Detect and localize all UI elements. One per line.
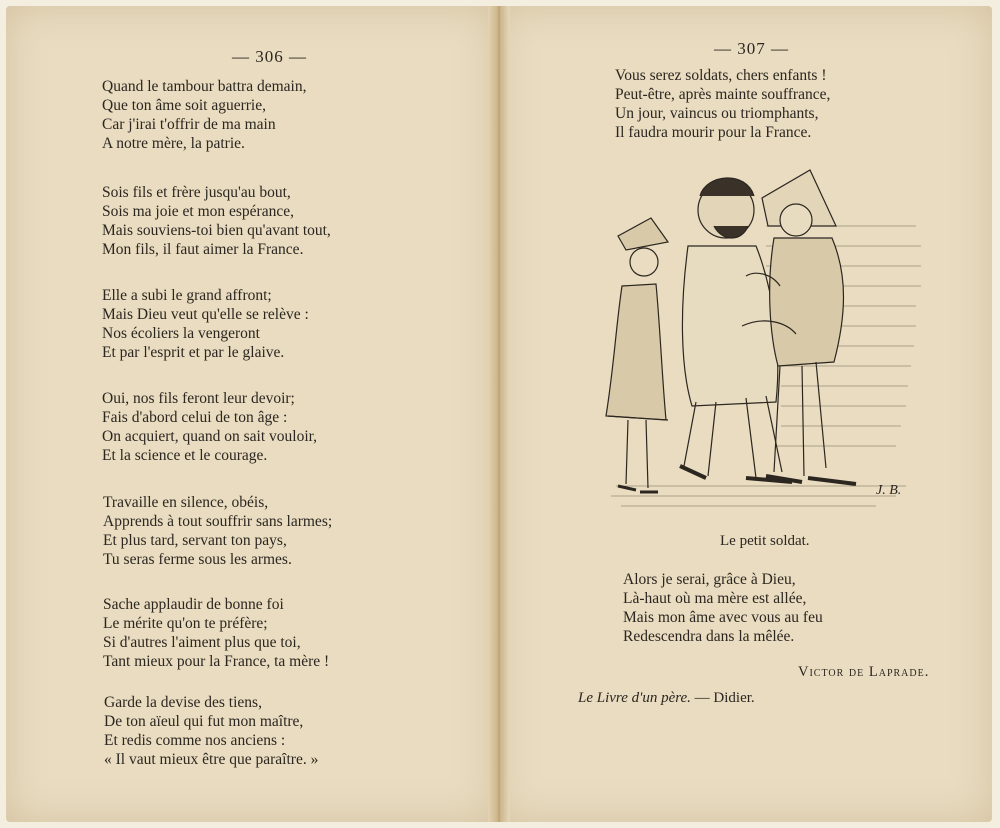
verse-line: Tant mieux pour la France, ta mère ! bbox=[103, 653, 330, 670]
verse-line: Le mérite qu'on te préfère; bbox=[103, 615, 268, 632]
bottom-stanza bbox=[623, 570, 823, 646]
stanza-7 bbox=[104, 693, 318, 769]
verse-line: « Il vaut mieux être que paraître. » bbox=[104, 751, 319, 768]
verse-line: Apprends à tout souffrir sans larmes; bbox=[103, 513, 333, 530]
verse-line: Elle a subi le grand affront; bbox=[102, 287, 272, 304]
book-gutter bbox=[488, 6, 510, 822]
verse-line: Nos écoliers la vengeront bbox=[102, 325, 260, 342]
verse-line: Si d'autres l'aiment plus que toi, bbox=[103, 634, 301, 651]
verse-line: Mon fils, il faut aimer la France. bbox=[102, 241, 304, 258]
verse-line: Vous serez soldats, chers enfants ! bbox=[615, 67, 827, 84]
verse-line: On acquiert, quand on sait vouloir, bbox=[102, 428, 318, 445]
source-citation bbox=[578, 690, 755, 707]
illustration-signature: J. B. bbox=[876, 483, 902, 498]
source-title: Le Livre d'un père. bbox=[578, 690, 691, 706]
verse-line: Quand le tambour battra demain, bbox=[102, 78, 307, 95]
verse-line: Alors je serai, grâce à Dieu, bbox=[623, 571, 796, 588]
verse-line: Travaille en silence, obéis, bbox=[103, 494, 269, 511]
verse-line: De ton aïeul qui fut mon maître, bbox=[104, 713, 304, 730]
verse-line: Tu seras ferme sous les armes. bbox=[103, 551, 292, 568]
illustration-caption: Le petit soldat. bbox=[720, 533, 810, 549]
source-publisher: — Didier. bbox=[694, 690, 755, 706]
stanza-1 bbox=[102, 77, 306, 153]
author-name: Victor de Laprade. bbox=[798, 664, 930, 680]
verse-line: Sois ma joie et mon espérance, bbox=[102, 203, 294, 220]
verse-line: Et plus tard, servant ton pays, bbox=[103, 532, 287, 549]
verse-line: Peut-être, après mainte souffrance, bbox=[615, 86, 831, 103]
verse-line: Redescendra dans la mêlée. bbox=[623, 628, 795, 645]
engraving-illustration bbox=[596, 166, 936, 522]
verse-line: Mais mon âme avec vous au feu bbox=[623, 609, 823, 626]
verse-line: A notre mère, la patrie. bbox=[102, 135, 245, 152]
verse-line: Un jour, vaincus ou triomphants, bbox=[615, 105, 819, 122]
verse-line: Garde la devise des tiens, bbox=[104, 694, 262, 711]
stanza-3 bbox=[102, 286, 309, 362]
verse-line: Mais Dieu veut qu'elle se relève : bbox=[102, 306, 309, 323]
verse-line: Oui, nos fils feront leur devoir; bbox=[102, 390, 295, 407]
verse-line: Il faudra mourir pour la France. bbox=[615, 124, 812, 141]
stanza-5 bbox=[103, 493, 332, 569]
left-page-number: — 306 — bbox=[232, 47, 307, 66]
stanza-6 bbox=[103, 595, 329, 671]
verse-line: Car j'irai t'offrir de ma main bbox=[102, 116, 276, 133]
verse-line: Et la science et le courage. bbox=[102, 447, 268, 464]
verse-line: Et par l'esprit et par le glaive. bbox=[102, 344, 285, 361]
verse-line: Que ton âme soit aguerrie, bbox=[102, 97, 266, 114]
top-stanza bbox=[615, 66, 830, 142]
right-page-number: — 307 — bbox=[714, 39, 789, 58]
verse-line: Sois fils et frère jusqu'au bout, bbox=[102, 184, 291, 201]
verse-line: Fais d'abord celui de ton âge : bbox=[102, 409, 288, 426]
verse-line: Là-haut où ma mère est allée, bbox=[623, 590, 807, 607]
verse-line: Sache applaudir de bonne foi bbox=[103, 596, 284, 613]
stanza-4 bbox=[102, 389, 317, 465]
verse-line: Mais souviens-toi bien qu'avant tout, bbox=[102, 222, 331, 239]
stanza-2 bbox=[102, 183, 331, 259]
verse-line: Et redis comme nos anciens : bbox=[104, 732, 286, 749]
